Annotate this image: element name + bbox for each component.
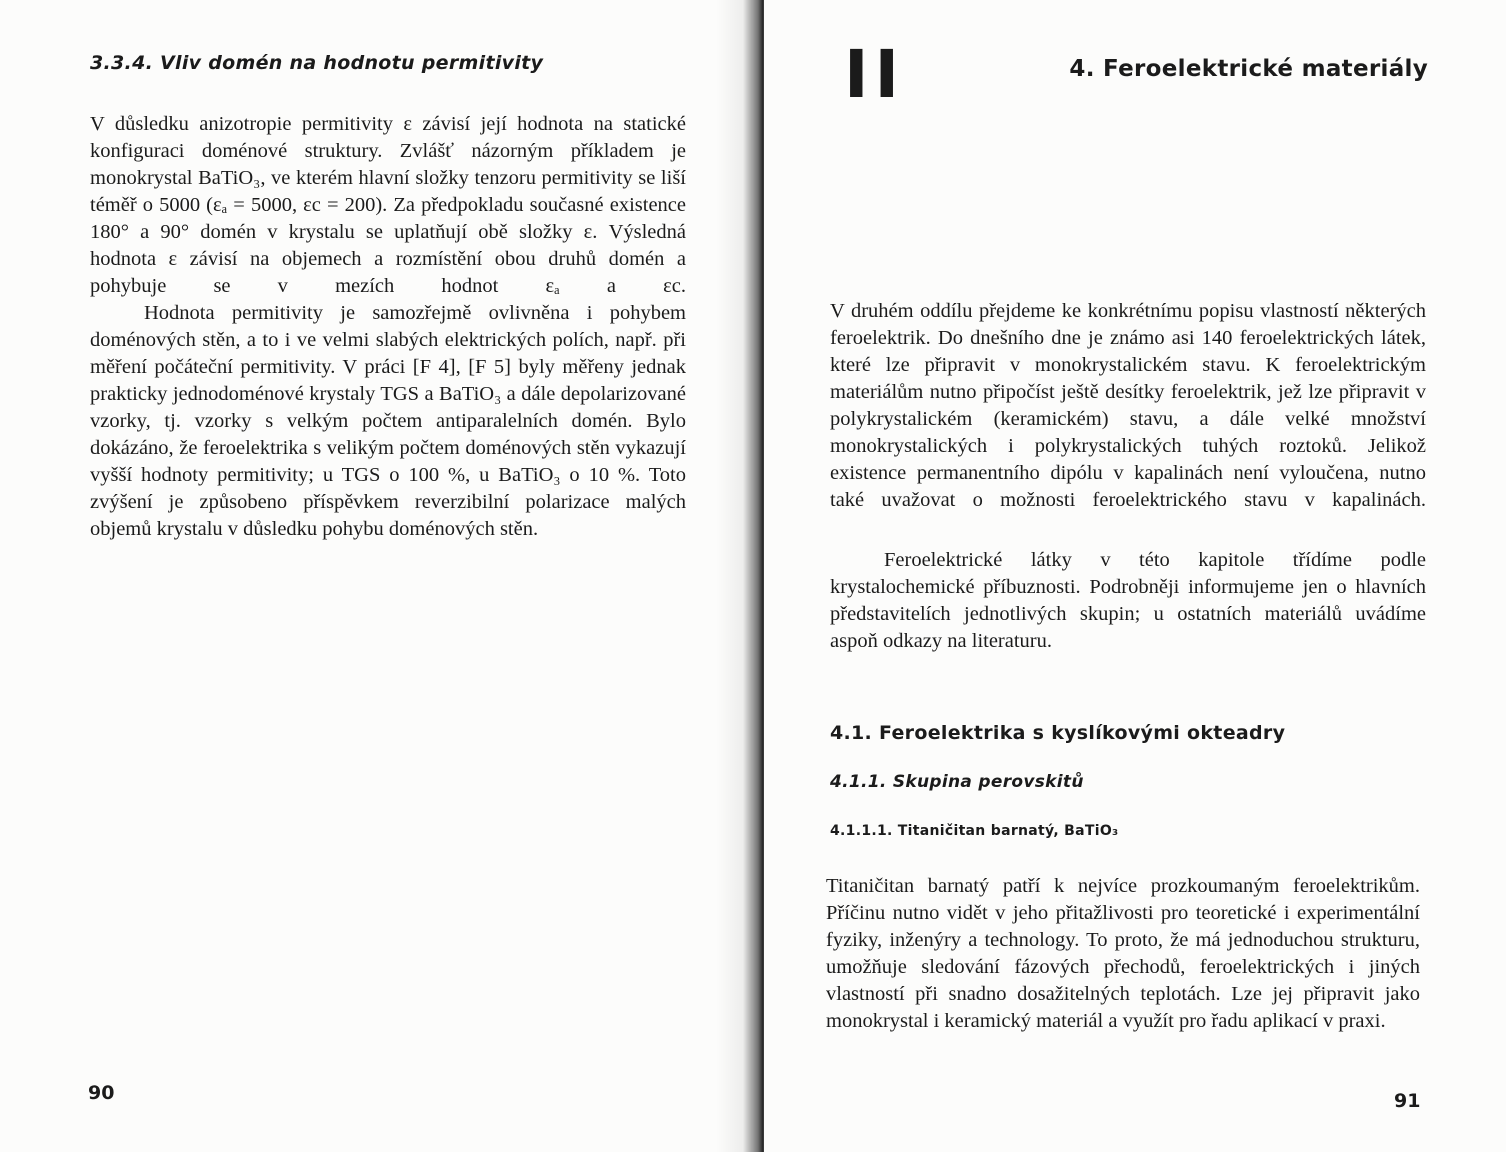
paragraph-intro-ferroelectrics: V druhém oddílu přejdeme ke konkrétnímu popisu vlastností některých feroelektrik. Do dnešního dne je známo asi 140 feroelektrických látek, které lze připravit v monokrystalickém stavu. K feroelektrickým materiálům nutno připočíst ještě desítky feroelektrik, jež lze připravit v polykrystalickém (keramickém) stavu, a dále velké množství monokrystalických i polykrystalických tuhých roztoků. Jelikož existence permanentního dipólu v kapalinách není vyloučena, nutno také uvažovat o možnosti feroelektrického stavu v kapalinách. <box>830 300 1426 511</box>
section-heading-3-3-4: 3.3.4. Vliv domén na hodnotu permitivity <box>90 52 544 74</box>
paragraph-domain-walls: Hodnota permitivity je samozřejmě ovlivněna i pohybem doménových stěn, a to i ve velmi slabých elektrických polích, např. při měření počáteční permitivity. V práci [F 4], [F 5] byly měřeny jednak prakticky jednodoménové krystaly TGS a BaTiO₃ a dále depolarizované vzorky, tj. vzorky s velkým počtem antiparalelních domén. Bylo dokázáno, že feroelektrika s velikým počtem doménových stěn vykazují vyšší hodnoty permitivity; u TGS o 100 %, u BaTiO₃ o 10 %. Toto zvýšení je způsobeno příspěvkem reverzibilní polarizace malých objemů krystalu v důsledku pohybu doménových stěn. <box>90 302 686 540</box>
section-heading-4-1: 4.1. Feroelektrika s kyslíkovými okteadry <box>830 722 1286 744</box>
paragraph-barium-titanate: Titaničitan barnatý patří k nejvíce prozkoumaným feroelektrikům. Příčinu nutno vidět v jeho přitažlivosti pro teoretické i experimentální fyziky, inženýry a technology. To proto, že má jednoduchou strukturu, umožňuje sledování fázových přechodů, feroelektrických i jiných vlastností při snadno dosažitelných teplotách. Lze jej připravit jako monokrystal i keramický materiál a využít pro řadu aplikací v praxi. <box>826 875 1420 1032</box>
paragraph-domain-anisotropy: V důsledku anizotropie permitivity ε závisí její hodnota na statické konfiguraci doménové struktury. Zvlášť názorným příkladem je monokrystal BaTiO₃, ve kterém hlavní složky tenzoru permitivity se liší téměř o 5000 (εₐ = 5000, εc = 200). Za předpokladu současné existence 180° a 90° domén v krystalu se uplatňují obě složky ε. Výsledná hodnota ε závisí na objemech a rozmístění obou druhů domén a pohybuje se v mezích hodnot εₐ a εc. <box>90 113 686 297</box>
part-numeral: II <box>844 36 906 113</box>
chapter-heading: 4. Feroelektrické materiály <box>1069 56 1428 82</box>
page-number-left: 90 <box>88 1082 115 1104</box>
subsection-heading-4-1-1: 4.1.1. Skupina perovskitů <box>830 772 1084 792</box>
left-page <box>0 0 752 1152</box>
subsubsection-heading-4-1-1-1: 4.1.1.1. Titaničitan barnatý, BaTiO₃ <box>830 823 1119 839</box>
paragraph-classification: Feroelektrické látky v této kapitole třídíme podle krystalochemické příbuznosti. Podrobněji informujeme jen o hlavních představitelích jednotlivých skupin; u ostatních materiálů uvádíme aspoň odkazy na literaturu. <box>830 549 1426 652</box>
page-number-right: 91 <box>1394 1090 1421 1112</box>
right-page <box>764 0 1506 1152</box>
